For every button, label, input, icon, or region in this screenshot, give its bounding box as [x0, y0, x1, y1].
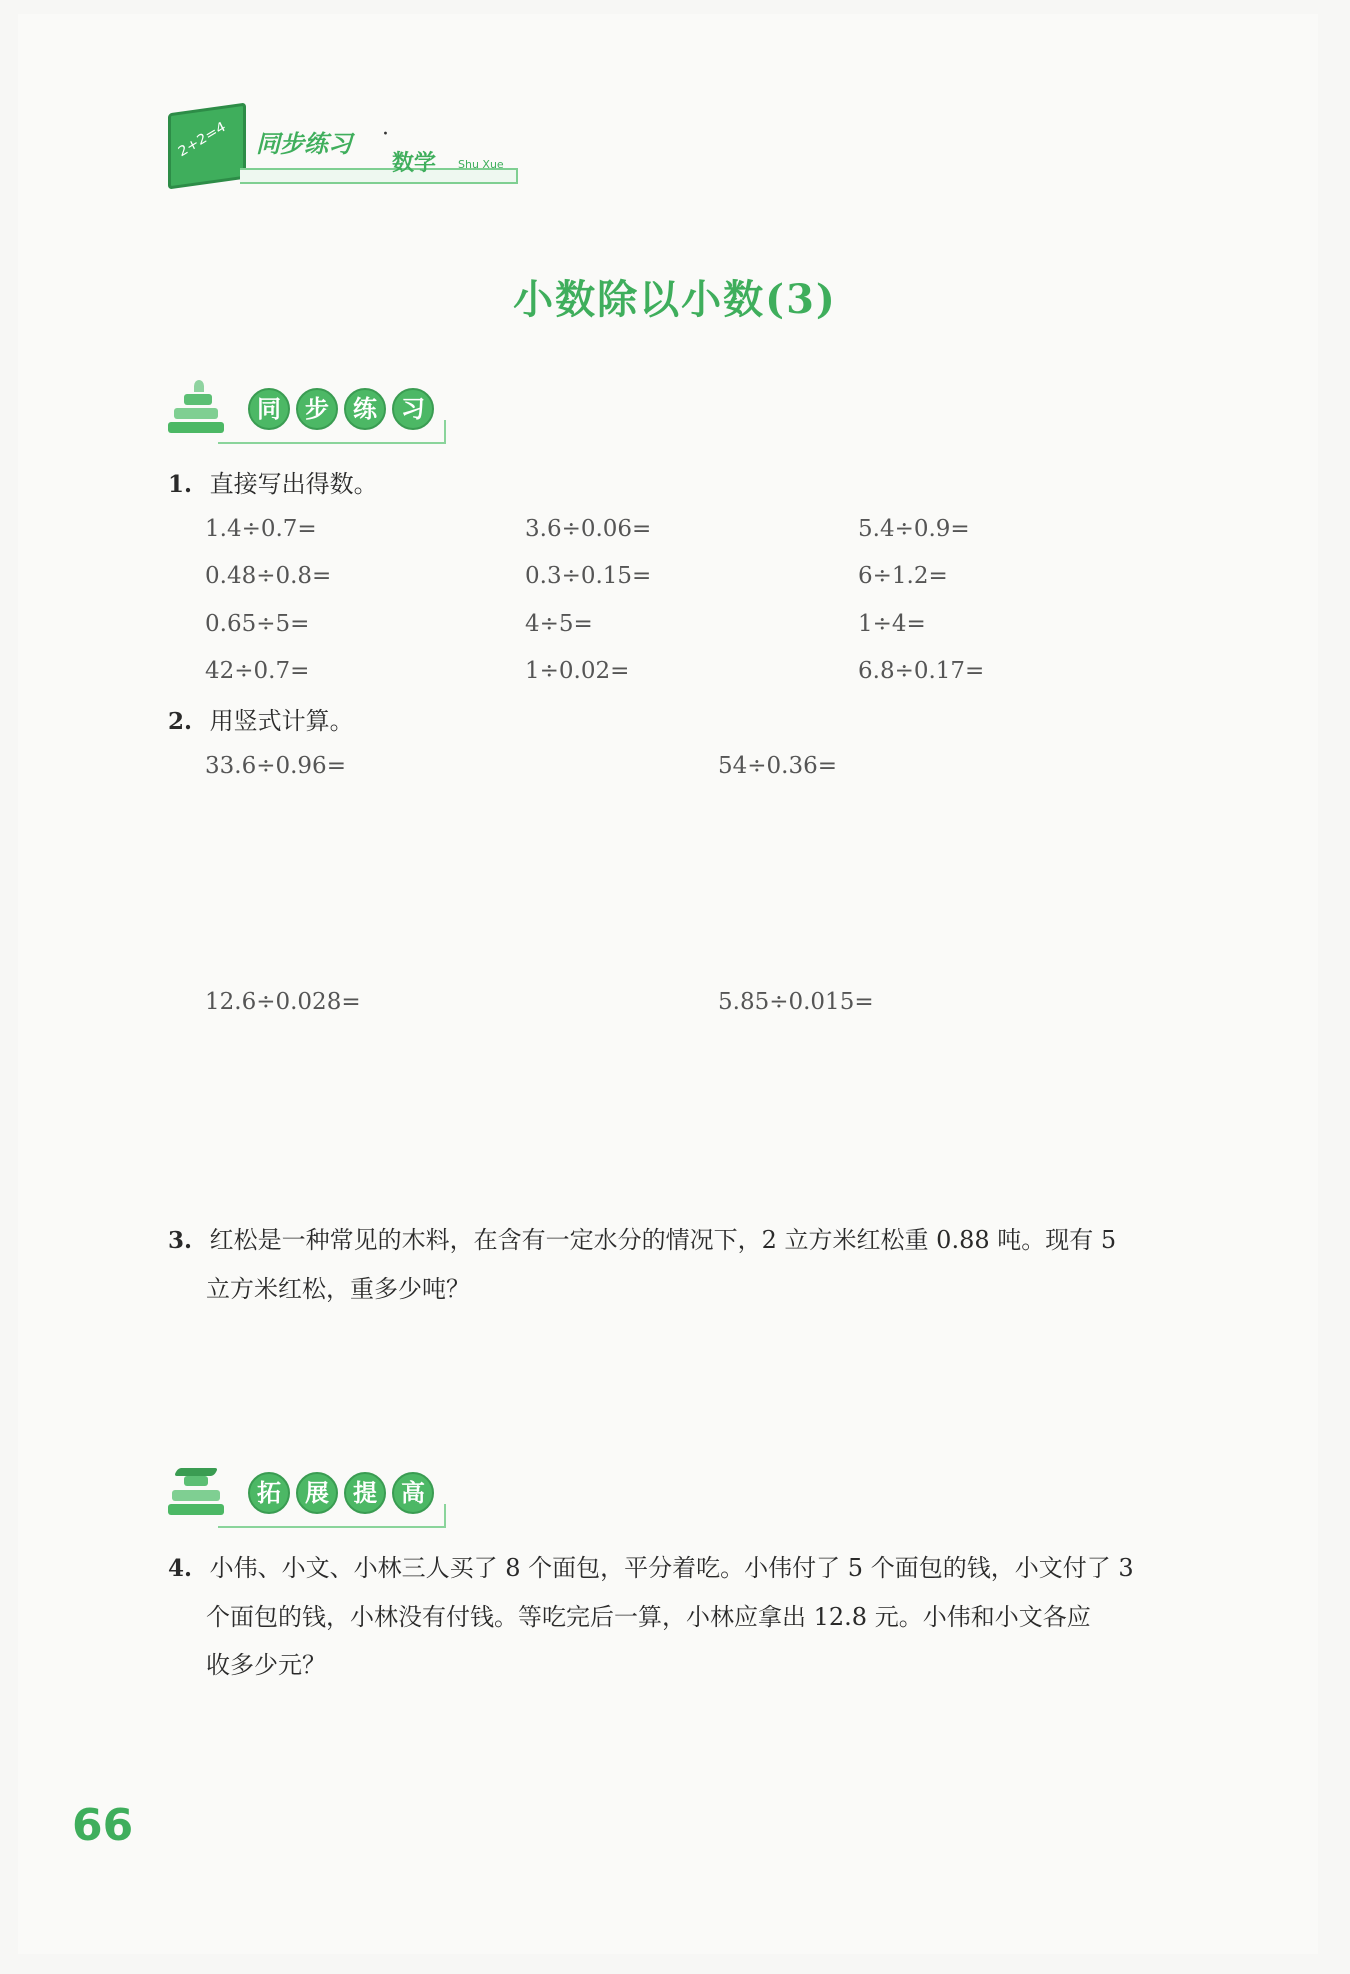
- exercise: 1÷0.02=: [525, 658, 630, 684]
- question-text-line: 收多少元？: [206, 1651, 326, 1679]
- exercise: 12.6÷0.028=: [205, 989, 361, 1015]
- question-text: 用竖式计算。: [209, 707, 354, 735]
- exercise: 0.3÷0.15=: [525, 563, 652, 589]
- question-text: 直接写出得数。: [209, 470, 378, 498]
- section-char: 练: [344, 388, 386, 430]
- section-title-practice: [248, 388, 434, 430]
- series-badge: [168, 108, 518, 188]
- question-text-line: 立方米红松，重多少吨？: [206, 1275, 470, 1303]
- question-number: 3.: [168, 1227, 193, 1254]
- subject-label: 数学: [392, 151, 437, 176]
- exercise: 42÷0.7=: [205, 658, 310, 684]
- exercise: 1÷4=: [858, 611, 926, 637]
- exercise: 3.6÷0.06=: [525, 516, 652, 542]
- question-number: 1.: [168, 471, 193, 498]
- chalkboard-icon: [168, 103, 246, 190]
- exercise: 0.65÷5=: [205, 611, 310, 637]
- section-char: 同: [248, 388, 290, 430]
- lesson-title: 小数除以小数(3): [513, 276, 837, 323]
- question-3: [168, 1216, 1208, 1313]
- series-title: 同步练习: [256, 130, 352, 158]
- badge-dot: ·: [382, 122, 389, 147]
- question-text-line: 个面包的钱，小林没有付钱。等吃完后一算，小林应拿出 12.8 元。小伟和小文各应: [206, 1603, 1091, 1631]
- page-number: 66: [72, 1800, 134, 1851]
- question-2-header: [168, 697, 354, 746]
- exercise: 6÷1.2=: [858, 563, 948, 589]
- section-char: 步: [296, 388, 338, 430]
- section-header-practice: [168, 372, 448, 442]
- section-char: 习: [392, 388, 434, 430]
- chalkboard-text: 2+2=4: [175, 119, 229, 161]
- exercise: 0.48÷0.8=: [205, 563, 332, 589]
- section-title-extension: [248, 1472, 434, 1514]
- exercise: 1.4÷0.7=: [205, 516, 317, 542]
- exercise: 4÷5=: [525, 611, 593, 637]
- section-char: 提: [344, 1472, 386, 1514]
- section-char: 展: [296, 1472, 338, 1514]
- question-4: [168, 1544, 1208, 1689]
- section-header-extension: [168, 1456, 448, 1526]
- exercise: 54÷0.36=: [718, 753, 838, 779]
- subject-pinyin: Shu Xue: [458, 158, 504, 171]
- section-char: 高: [392, 1472, 434, 1514]
- exercise: 5.85÷0.015=: [718, 989, 874, 1015]
- question-number: 4.: [168, 1555, 193, 1582]
- exercise: 33.6÷0.96=: [205, 753, 346, 779]
- question-number: 2.: [168, 708, 193, 735]
- question-text-line: 红松是一种常见的木料，在含有一定水分的情况下，2 立方米红松重 0.88 吨。现有 5: [209, 1226, 1117, 1254]
- section-char: 拓: [248, 1472, 290, 1514]
- exercise: 6.8÷0.17=: [858, 658, 985, 684]
- question-1-header: [168, 460, 378, 509]
- exercise: 5.4÷0.9=: [858, 516, 970, 542]
- question-text-line: 小伟、小文、小林三人买了 8 个面包，平分着吃。小伟付了 5 个面包的钱，小文付了 3: [209, 1554, 1134, 1582]
